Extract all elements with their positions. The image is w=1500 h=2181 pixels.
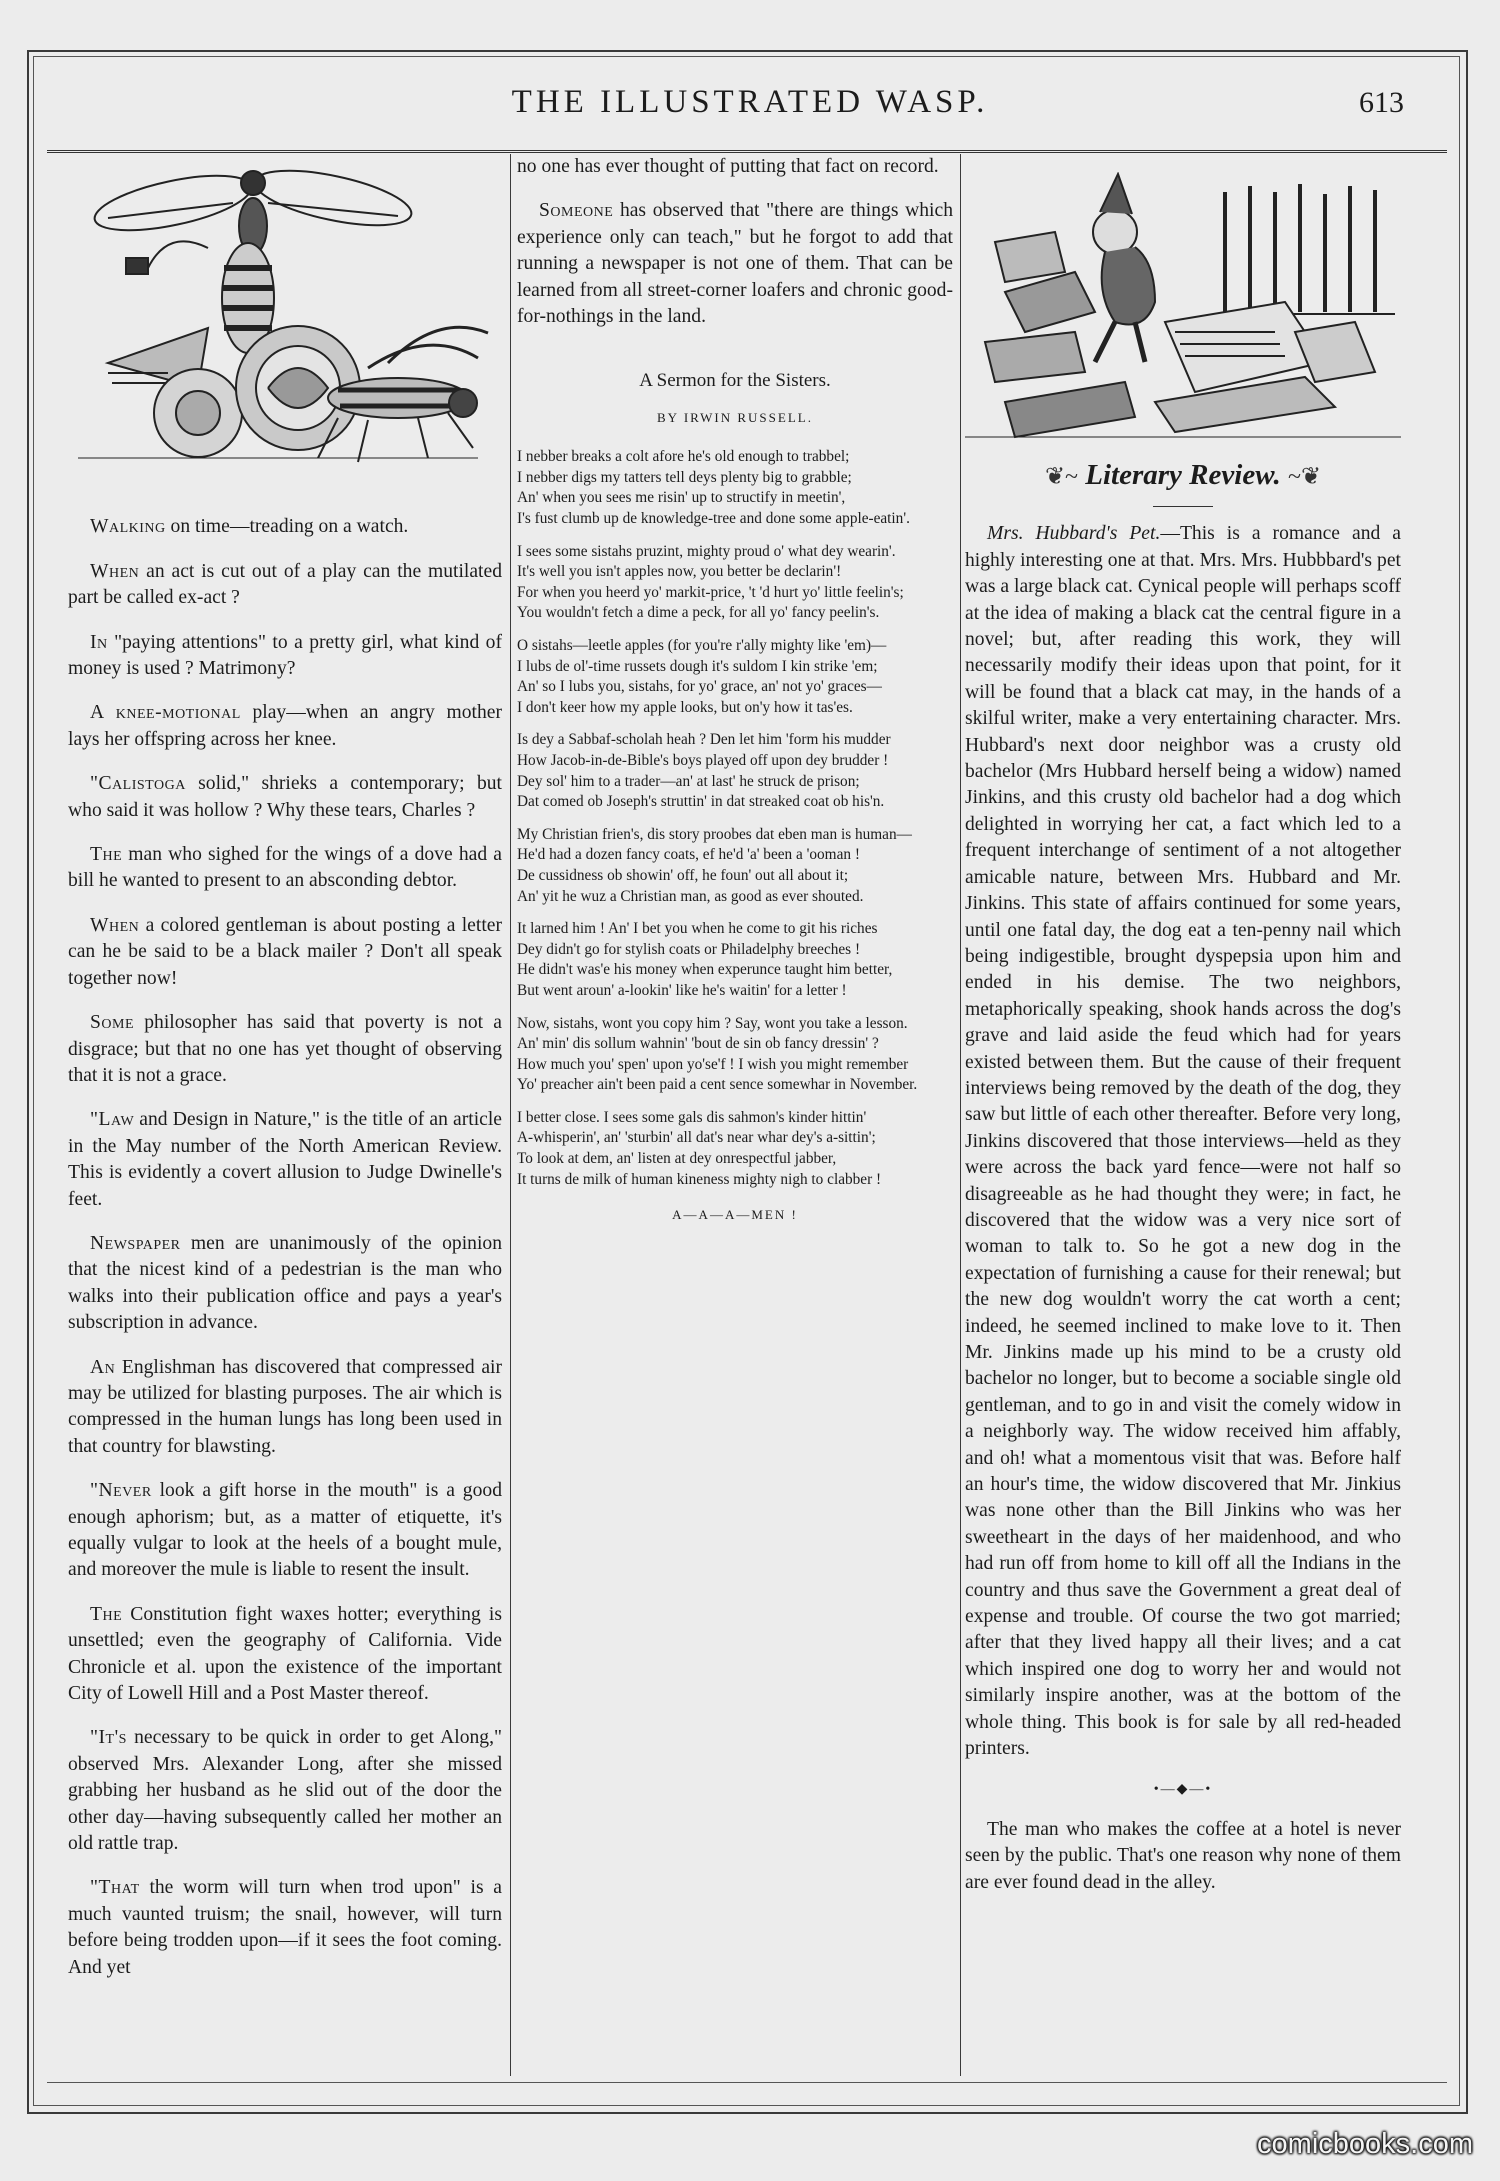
poem-line: An' yit he wuz a Christian man, as good as ever shouted. xyxy=(517,887,864,905)
poem-line: I better close. I sees some gals dis sahmon's kinder hittin' xyxy=(517,1108,867,1126)
book-review: Mrs. Hubbard's Pet.—This is a romance and a highly interesting one at that. Mrs. Mrs. Hubbbard's pet was a large black cat. Cynical people will perhaps scoff at the idea of making a black cat the central figure in a novel; but, after reading this work, they will necessarily modify their ideas upon that point, for it will be found that a black cat may, in the hands of a skilful writer, make a very entertaining character. Mrs. Hubbard's next door neighbor was a crusty old bachelor (Mrs Hubbard herself being a widow) named Jinkins, and this crusty old bachelor had a dog which delighted in worrying her cat, a fact which led to a frequent interchange of sentiment of a not altogether amicable nature, between Mrs. Hubbard and Mr. Jinkins. This state of affairs continued for some years, until one fatal day, the dog eat a ten-penny nail which being indigestible, brought dyspepsia upon him and ended in his demise. The two neighbors, metaphorically speaking, shook hands across the dog's grave and laid aside the feud which had for years existed between them. But the cause of their frequent interviews being removed by the death of the dog, they saw but little of each other thereafter. Before very long, Jinkins discovered that those interviews—held as they were across the back yard fence—were not half so disagreeable as he had thought they were; in fact, he discovered that the widow was a very nice sort of woman to talk to. So he got a new dog in the expectation of furnishing a cause for their renewal; but the new dog wouldn't worry the cat worth a cent; indeed, he seemed inclined to make love to it. Then Mr. Jinkins made up his mind to be a crusty old bachelor no longer, but to become a sociable single old gentleman, and to go in and visit the comely widow in a neighborly way. The widow received him affably, and oh! what a momentous visit that was. Before half an hour's time, the widow discovered that Mr. Jinkius was none other than the Bill Jinkins who was her sweetheart in the days of her maidenhood, and who had run off from home to kill off all the Indians in the country and thus save the Government a great deal of expense and trouble. Of course the two got married; after that they lived happy all their lives; and a cat which inspired one dog to worry her and would not similarly inspire another, was at the bottom of the whole thing. This book is for sale by all red-headed printers. xyxy=(965,523,1401,1760)
poem-line: It larned him ! An' I bet you when he come to git his riches xyxy=(517,920,878,938)
flourish-left-icon: ❦~ xyxy=(1044,464,1079,491)
poem-body xyxy=(517,447,953,1190)
poem-line: I nebber digs my tatters tell deys plenty big to grabble; xyxy=(517,468,852,486)
poem-line: A-whisperin', an' 'sturbin' all dat's near whar dey's a-sittin'; xyxy=(517,1129,876,1147)
illustration-caption: Walking on time—treading on a watch. xyxy=(90,516,409,538)
poem-line: An' when you sees me risin' up to structify in meetin', xyxy=(517,489,846,507)
quip-paragraph: The Constitution fight waxes hotter; everything is unsettled; even the geography of California. Vide Chronicle et al. upon the existence of the important City of Lowell Hill and a Post Master thereof. xyxy=(68,1603,502,1705)
poem-stanza xyxy=(517,825,953,907)
poem-line: He'd had a dozen fancy coats, ef he'd 'a' been a 'ooman ! xyxy=(517,846,860,864)
poem-line: Is dey a Sabbaf-scholah heah ? Den let him 'form his mudder xyxy=(517,731,891,749)
poem-line: To look at dem, an' listen at dey onrespectful jabber, xyxy=(517,1150,837,1168)
watermark: comicbooks.com xyxy=(1257,2128,1473,2160)
poem-line: How Jacob-in-de-Bible's boys played off upon dey brudder ! xyxy=(517,751,889,769)
quip-paragraph: A knee-motional play—when an angry mother lays her offspring across her knee. xyxy=(68,702,502,750)
poem-line: But went aroun' a-lookin' like he's waitin' for a letter ! xyxy=(517,981,847,999)
poem-line: An' min' dis sollum wahnin' 'bout de sin ob fancy dressin' ? xyxy=(517,1035,879,1053)
poem-stanza xyxy=(517,447,953,529)
poem-line: An' so I lubs you, sistahs, for yo' grace, an' not yo' graces— xyxy=(517,678,882,696)
poem-line: I nebber breaks a colt afore he's old enough to trabbel; xyxy=(517,448,850,466)
poem-stanza xyxy=(517,730,953,812)
literary-review-heading: ❦~ Literary Review. ~❦ xyxy=(1044,459,1322,492)
poem-line: For when you heerd yo' markit-price, 't 'd hurt yo' little feelin's; xyxy=(517,583,904,601)
quip-paragraph: "Never look a gift horse in the mouth" is a good enough aphorism; but, as a matter of etiquette, it's equally vulgar to look at the heels of a bought mule, and moreover the mule is liable to resent the insult. xyxy=(68,1480,502,1581)
poem-byline: BY IRWIN RUSSELL. xyxy=(657,409,813,425)
quip-paragraph: "Law and Design in Nature," is the title of an article in the May number of the North American Review. This is evidently a covert allusion to Judge Dwinelle's feet. xyxy=(68,1109,502,1210)
column-left xyxy=(68,154,502,1999)
quip-paragraph: When a colored gentleman is about posting a letter can he be said to be a black mailer ? Don't all speak together now! xyxy=(68,914,502,989)
poem-line: I don't keer how my apple looks, but on'y how it tas'es. xyxy=(517,698,853,716)
poem-line: Dey sol' him to a trader—an' at last' he struck de prison; xyxy=(517,772,860,790)
poem-line: I lubs de ol'-time russets dough it's suldom I kin strike 'em; xyxy=(517,657,878,675)
poem-line: Dat comed ob Joseph's struttin' in dat streaked coat ob his'n. xyxy=(517,793,885,811)
quip-paragraph: In "paying attentions" to a pretty girl, what kind of money is used ? Matrimony? xyxy=(68,631,502,680)
column-rule-2 xyxy=(960,154,961,2076)
poem-line: I sees some sistahs pruzint, mighty proud o' what dey wearin'. xyxy=(517,542,896,560)
closing-quip: The man who makes the coffee at a hotel is never seen by the public. That's one reason why none of them are ever found dead in the alley. xyxy=(965,1818,1401,1893)
masthead-title: THE ILLUSTRATED WASP. xyxy=(511,84,989,120)
page-number: 613 xyxy=(1359,86,1404,119)
poem-closing: A—A—A—MEN ! xyxy=(672,1207,798,1223)
poem-line: De cussidness ob showin' off, he foun' out all about it; xyxy=(517,866,849,884)
wasp-watch-illustration xyxy=(68,158,502,484)
bottom-rule xyxy=(47,2082,1447,2083)
column-right xyxy=(965,154,1401,1914)
poem-line: I's fust clumb up de knowledge-tree and done some apple-eatin'. xyxy=(517,510,910,528)
quip-paragraph: When an act is cut out of a play can the mutilated part be called ex-act ? xyxy=(68,560,502,609)
quip-paragraph: Newspaper men are unanimously of the opinion that the nicest kind of a pedestrian is the man who walks into their publication office and pays a year's subscription in advance. xyxy=(68,1232,502,1334)
poem-line: Yo' preacher ain't been paid a cent sence somewhar in November. xyxy=(517,1076,918,1094)
poem-stanza xyxy=(517,1014,953,1096)
quip-paragraph: Some philosopher has said that poverty is not a disgrace; but that no one has yet thought of observing that it is not a grace. xyxy=(68,1012,502,1086)
quip-paragraph: "It's necessary to be quick in order to get Along," observed Mrs. Alexander Long, after she missed grabbing her husband as he slid out of the door the other day—having subsequently called her mother an old rattle trap. xyxy=(68,1727,502,1855)
column-rule-1 xyxy=(510,154,511,2076)
poem-stanza xyxy=(517,542,953,624)
heading-rule xyxy=(1153,506,1213,507)
poem-stanza xyxy=(517,919,953,1001)
poem-line: He didn't was'e his money when experunce taught him better, xyxy=(517,961,893,979)
column-middle xyxy=(517,154,953,1229)
header-rule xyxy=(47,150,1447,153)
poem-line: It turns de milk of human kineness mighty nigh to clabber ! xyxy=(517,1170,882,1188)
poem-line: You wouldn't fetch a dime a peck, for all yo' fancy peelin's. xyxy=(517,604,880,622)
poem-stanza xyxy=(517,1108,953,1190)
poem-line: Now, sistahs, wont you copy him ? Say, wont you take a lesson. xyxy=(517,1014,908,1032)
quip-paragraph: "That the worm will turn when trod upon" is a much vaunted truism; the snail, however, will turn before being trodden upon—if it sees the foot coming. And yet xyxy=(68,1877,502,1978)
continued-text: no one has ever thought of putting that fact on record. xyxy=(517,156,939,177)
poem-line: My Christian frien's, dis story proobes dat eben man is human— xyxy=(517,825,912,843)
quip-paragraph: "Calistoga solid," shrieks a contemporary; but who said it was hollow ? Why these tears, Charles ? xyxy=(68,773,502,821)
quip-paragraph: An Englishman has discovered that compressed air may be utilized for blasting purposes. The air which is compressed in the human lungs has long been used in that country for blawsting. xyxy=(68,1356,502,1457)
quip-paragraph: The man who sighed for the wings of a dove had a bill he wanted to present to an absconding debtor. xyxy=(68,844,502,892)
poem-stanza xyxy=(517,636,953,718)
poem-title: A Sermon for the Sisters. xyxy=(639,370,831,392)
poem-line: O sistahs—leetle apples (for you're r'ally mighty like 'em)— xyxy=(517,637,887,654)
section-ornament: •—◆—• xyxy=(1153,1781,1213,1797)
poem-line: Dey didn't go for stylish coats or Philadelphy breeches ! xyxy=(517,940,861,958)
flourish-right-icon: ~❦ xyxy=(1287,464,1322,491)
quip-paragraph: Someone has observed that "there are things which experience only can teach," but he forgot to add that running a newspaper is not one of them. That can be learned from all street-corner loafers and chronic good-for-nothings in the land. xyxy=(517,200,953,328)
page-header xyxy=(0,84,1500,134)
poem-line: How much you' spen' upon yo'se'f ! I wish you might remember xyxy=(517,1055,909,1073)
poem-line: It's well you isn't apples now, you better be declarin'! xyxy=(517,563,842,581)
gnome-books-illustration xyxy=(965,172,1401,444)
quip-list xyxy=(68,559,502,1981)
